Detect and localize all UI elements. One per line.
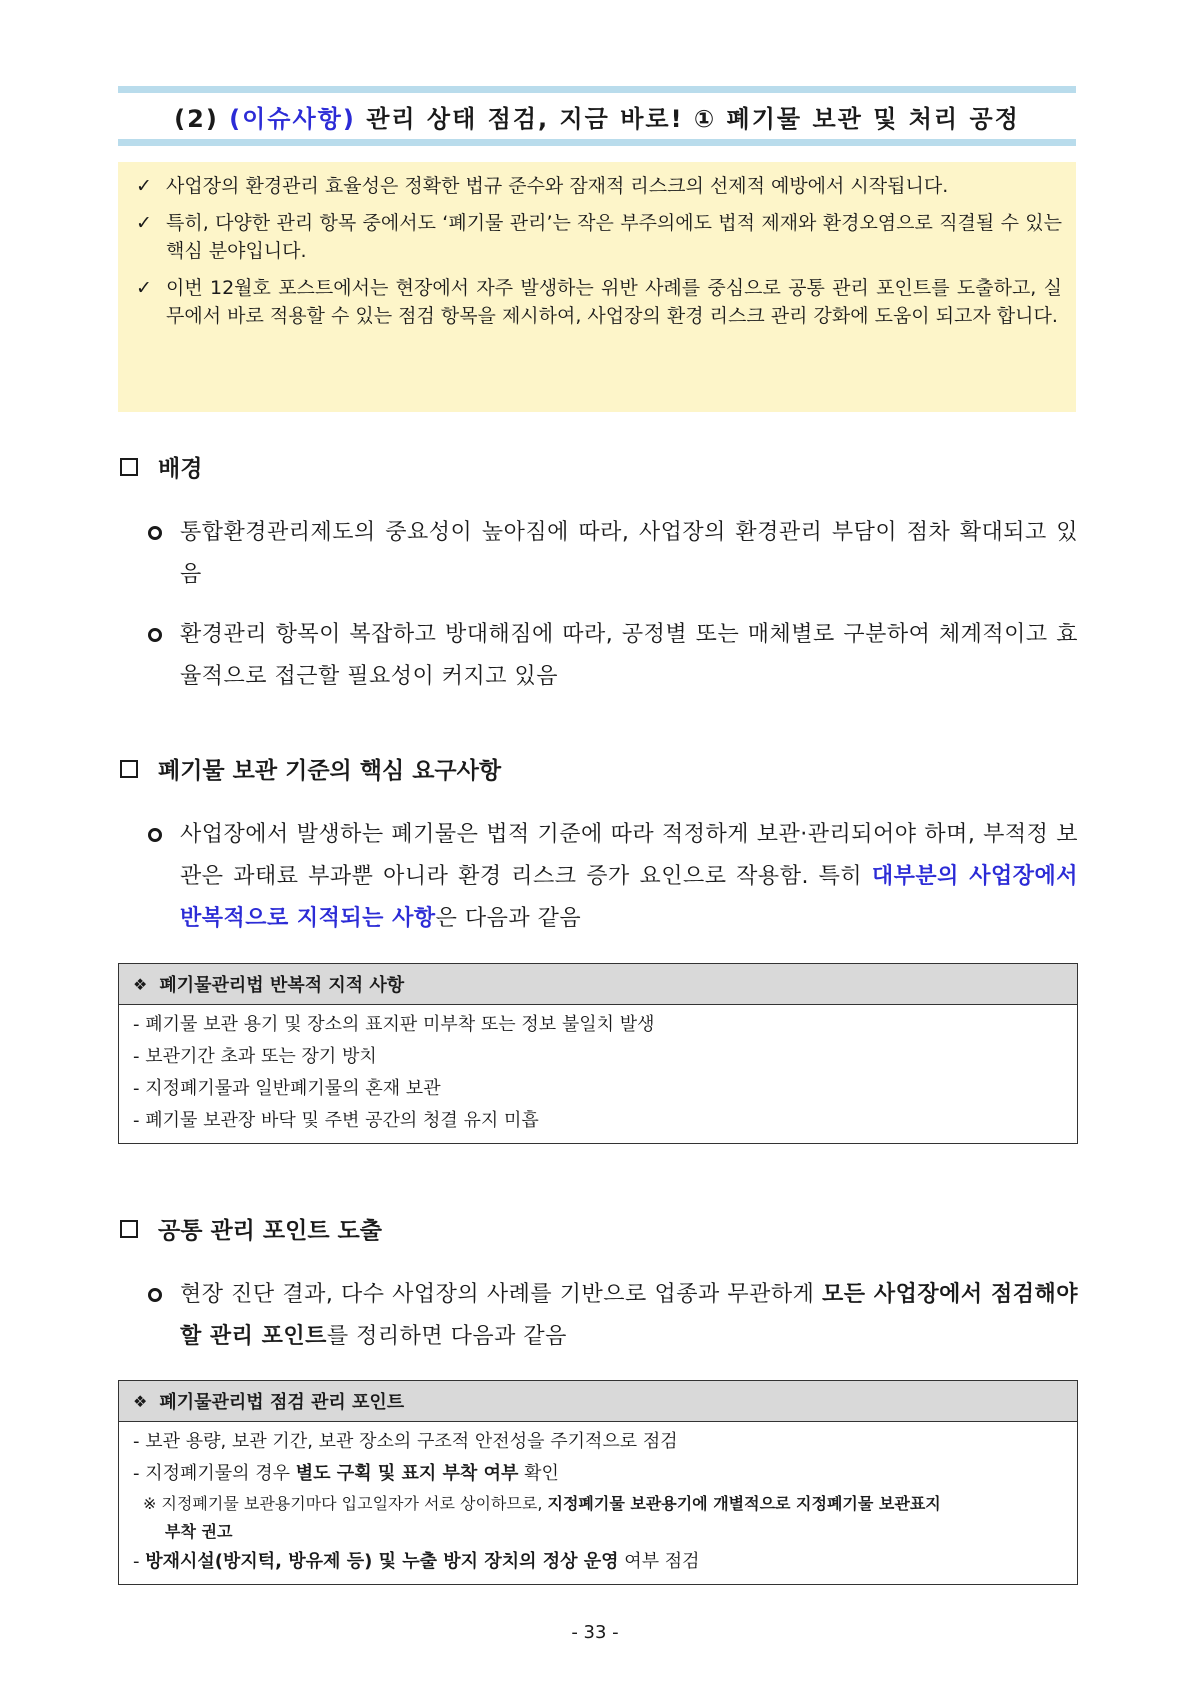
text-run: 사업장에서 발생하는 폐기물은 법적 기준에 따라 적정하게 보관·관리되어야 하며, 부적정 보관은 과태료 부과뿐 아니라 환경 리스크 증가 요인으로 작용함. 특히 bbox=[180, 822, 1078, 889]
paragraph bbox=[148, 512, 1078, 596]
intro-box bbox=[118, 162, 1076, 412]
checkbox-square-icon bbox=[120, 760, 138, 778]
intro-text: 사업장의 환경관리 효율성은 정확한 법규 준수와 잠재적 리스크의 선제적 예방에서 시작됩니다. bbox=[166, 175, 949, 197]
title-text: 관리 상태 점검, 지금 바로! ① 폐기물 보관 및 처리 공정 bbox=[366, 104, 1020, 133]
table-header-text: 폐기물관리법 점검 관리 포인트 bbox=[159, 1392, 405, 1413]
paragraph-text: 환경관리 항목이 복잡하고 방대해짐에 따라, 공정별 또는 매체별로 구분하여 체계적이고 효율적으로 접근할 필요성이 커지고 있음 bbox=[180, 622, 1078, 689]
check-icon: ✓ bbox=[136, 212, 152, 234]
table-header bbox=[119, 1381, 1077, 1422]
table-note bbox=[133, 1490, 1063, 1546]
table-row bbox=[133, 1546, 1063, 1578]
paragraph-text bbox=[180, 814, 1078, 940]
bold-text: 모든 사업장에서 점검해야 할 관리 포인트 bbox=[180, 1282, 1078, 1349]
table-row: - 폐기물 보관장 바닥 및 주변 공간의 청결 유지 미흡 bbox=[133, 1110, 539, 1131]
page-number: - 33 - bbox=[571, 1622, 619, 1643]
text-run: 확인 bbox=[518, 1463, 559, 1484]
text-run: 은 다음과 같음 bbox=[435, 906, 582, 931]
table-header-text: 폐기물관리법 반복적 지적 사항 bbox=[159, 975, 405, 996]
text-run: 현장 진단 결과, 다수 사업장의 사례를 기반으로 업종과 무관하게 bbox=[180, 1282, 823, 1307]
check-icon: ✓ bbox=[136, 175, 152, 197]
intro-item bbox=[136, 209, 1062, 265]
text-run: ※ 지정폐기물 보관용기마다 입고일자가 서로 상이하므로, bbox=[143, 1494, 548, 1513]
title-tag: (이슈사항) bbox=[229, 104, 356, 133]
table-row: - 보관기간 초과 또는 장기 방치 bbox=[133, 1046, 377, 1067]
section-heading-common-points bbox=[120, 1212, 382, 1245]
table-row bbox=[133, 1458, 1063, 1490]
section-heading-background bbox=[120, 450, 202, 483]
title-band bbox=[118, 86, 1076, 146]
bold-text: 부착 권고 bbox=[165, 1522, 233, 1541]
table-row: - 지정폐기물과 일반폐기물의 혼재 보관 bbox=[133, 1078, 441, 1099]
bold-text: 지정폐기물 보관용기에 개별적으로 지정폐기물 보관표지 bbox=[547, 1494, 941, 1513]
section-heading-text: 폐기물 보관 기준의 핵심 요구사항 bbox=[158, 758, 502, 784]
paragraph bbox=[148, 614, 1078, 698]
intro-item bbox=[136, 274, 1062, 330]
table-body bbox=[119, 1422, 1077, 1584]
section-heading-text: 공통 관리 포인트 도출 bbox=[158, 1218, 382, 1244]
circle-bullet-icon bbox=[148, 526, 162, 540]
title-number: (2) bbox=[174, 104, 219, 133]
text-run: - bbox=[133, 1551, 146, 1572]
checkpoints-table bbox=[118, 1380, 1078, 1585]
table-row: - 보관 용량, 보관 기간, 보관 장소의 구조적 안전성을 주기적으로 점검 bbox=[133, 1431, 678, 1452]
highlight-text: 대부분의 사업장에서 반복적으로 지적되는 사항 bbox=[180, 864, 1078, 931]
text-run: 를 정리하면 다음과 같음 bbox=[326, 1324, 567, 1349]
intro-text: 이번 12월호 포스트에서는 현장에서 자주 발생하는 위반 사례를 중심으로 공통 관리 포인트를 도출하고, 실무에서 바로 적용할 수 있는 점검 항목을 제시하여, 사업장의 환경 리스크 관리 강화에 도움이 되고자 합니다. bbox=[166, 277, 1062, 327]
paragraph bbox=[148, 1274, 1078, 1358]
circle-bullet-icon bbox=[148, 828, 162, 842]
checkbox-square-icon bbox=[120, 458, 138, 476]
text-run: - 지정폐기물의 경우 bbox=[133, 1463, 296, 1484]
table-body bbox=[119, 1005, 1077, 1143]
table-header bbox=[119, 964, 1077, 1005]
circle-bullet-icon bbox=[148, 1288, 162, 1302]
paragraph bbox=[148, 814, 1078, 940]
section-heading-text: 배경 bbox=[158, 456, 203, 482]
paragraph-text bbox=[180, 1274, 1078, 1358]
intro-text: 특히, 다양한 관리 항목 중에서도 ‘폐기물 관리’는 작은 부주의에도 법적 제재와 환경오염으로 직결될 수 있는 핵심 분야입니다. bbox=[166, 212, 1062, 262]
violations-table bbox=[118, 963, 1078, 1144]
bold-text: 방재시설(방지턱, 방유제 등) 및 누출 방지 장치의 정상 운영 bbox=[145, 1551, 619, 1572]
table-row: - 폐기물 보관 용기 및 장소의 표지판 미부착 또는 정보 불일치 발생 bbox=[133, 1014, 655, 1035]
check-icon: ✓ bbox=[136, 277, 152, 299]
intro-item bbox=[136, 172, 1062, 200]
checkbox-square-icon bbox=[120, 1220, 138, 1238]
text-run: 여부 점검 bbox=[618, 1551, 700, 1572]
bold-text: 별도 구획 및 표지 부착 여부 bbox=[295, 1463, 519, 1484]
paragraph-text: 통합환경관리제도의 중요성이 높아짐에 따라, 사업장의 환경관리 부담이 점차 확대되고 있음 bbox=[180, 520, 1078, 587]
diamond-bullet-icon: ❖ bbox=[133, 1391, 148, 1411]
section-heading-requirements bbox=[120, 752, 501, 785]
diamond-bullet-icon: ❖ bbox=[133, 974, 148, 994]
page-title bbox=[174, 99, 1020, 134]
circle-bullet-icon bbox=[148, 628, 162, 642]
